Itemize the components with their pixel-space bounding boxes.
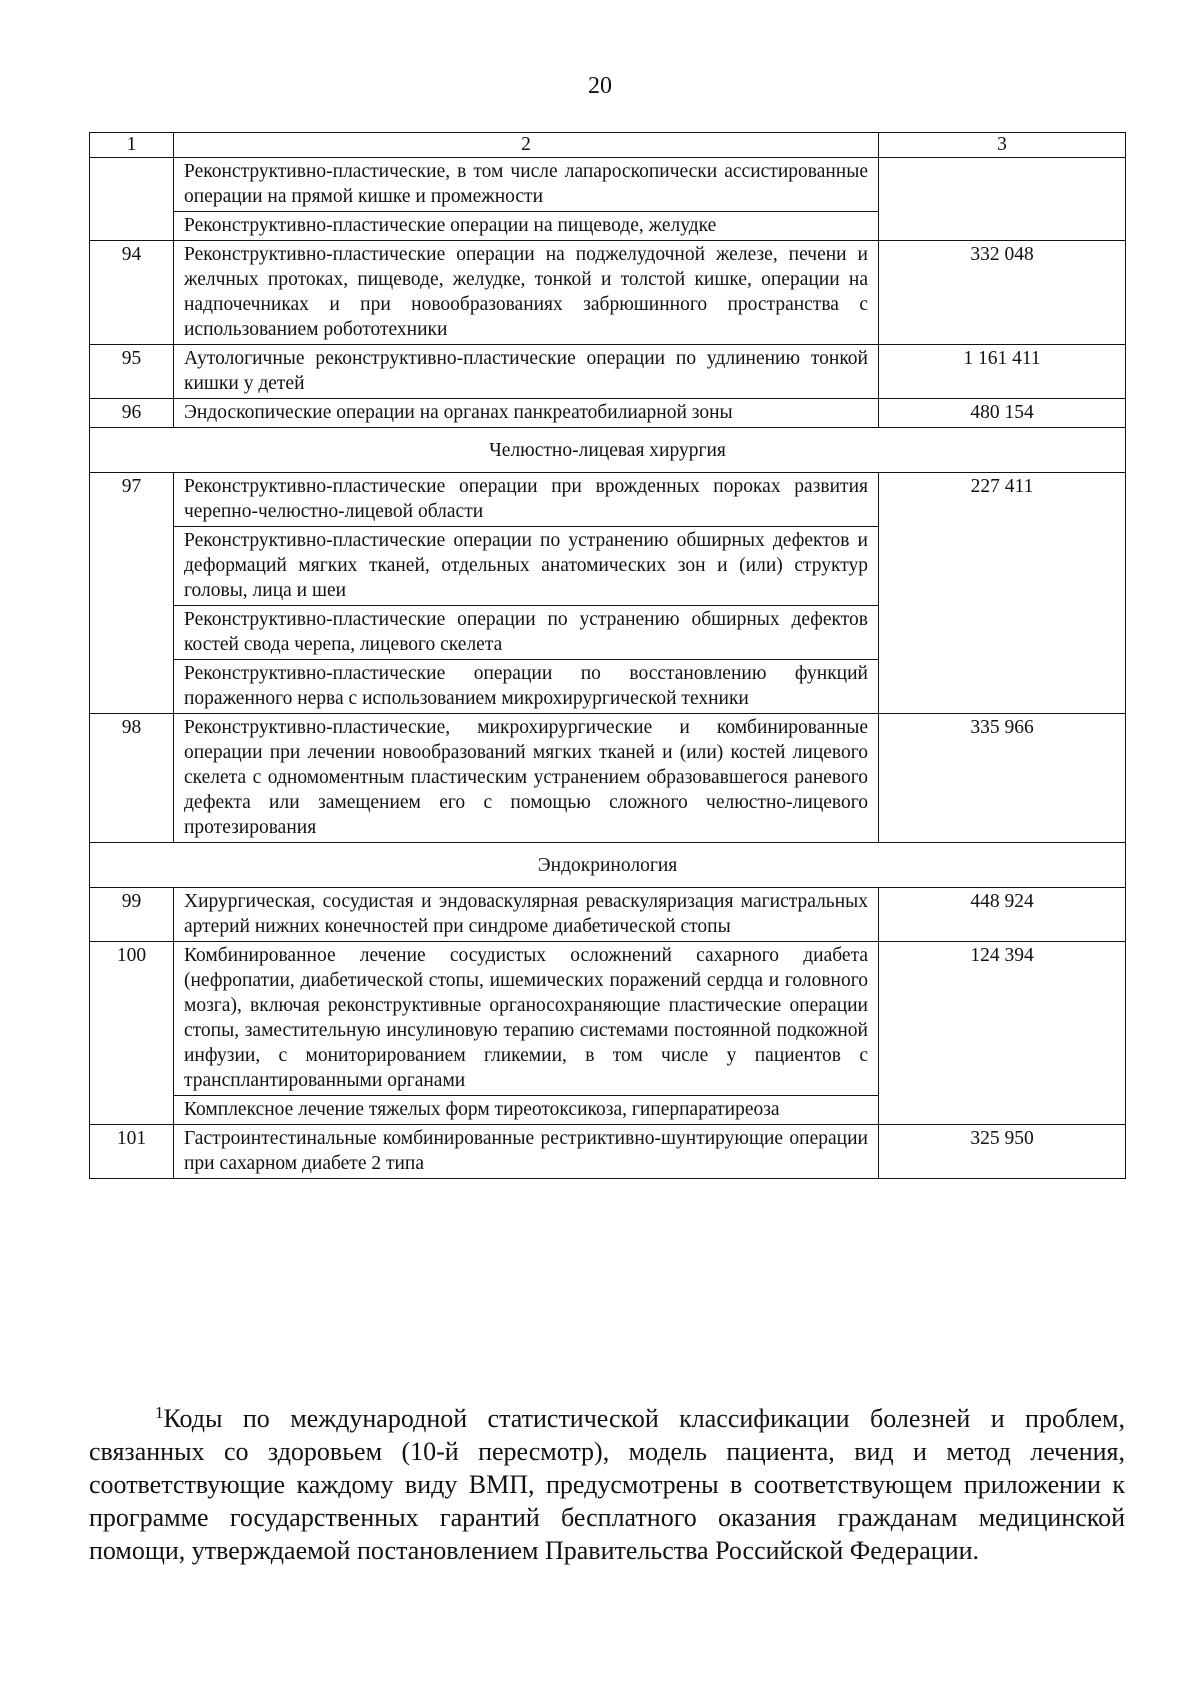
row-cost: 124 394 <box>879 942 1126 1125</box>
row-number: 96 <box>90 399 174 428</box>
row-description: Реконструктивно-пластические операции по восстановлению функций пораженного нерва с использованием микрохирургической техники <box>174 660 879 714</box>
row-description: Реконструктивно-пластические, микрохирургические и комбинированные операции при лечении новообразований мягких тканей и (или) костей лицевого скелета с одномоментным пластическим устранением образовавшегося раневого дефекта или замещением его с помощью сложного челюстно-лицевого протезирования <box>174 714 879 843</box>
table-row <box>90 345 1126 399</box>
vmp-cost-table <box>89 132 1126 1179</box>
row-cost: 480 154 <box>879 399 1126 428</box>
row-cost: 325 950 <box>879 1125 1126 1179</box>
row-number: 99 <box>90 888 174 942</box>
table-row <box>90 399 1126 428</box>
table-row <box>90 158 1126 212</box>
row-description: Реконструктивно-пластические операции по устранению обширных дефектов и деформаций мягких тканей, отдельных анатомических зон и (или) структур головы, лица и шеи <box>174 527 879 606</box>
row-cost: 227 411 <box>879 473 1126 714</box>
row-number: 98 <box>90 714 174 843</box>
table-row <box>90 888 1126 942</box>
section-title-maxillofacial: Челюстно-лицевая хирургия <box>90 428 1126 473</box>
row-cost <box>879 158 1126 241</box>
header-col-1: 1 <box>90 133 174 158</box>
row-number: 101 <box>90 1125 174 1179</box>
table-row <box>90 714 1126 843</box>
row-description: Комплексное лечение тяжелых форм тиреотоксикоза, гиперпаратиреоза <box>174 1096 879 1125</box>
row-description: Комбинированное лечение сосудистых осложнений сахарного диабета (нефропатии, диабетической стопы, ишемических поражений сердца и головного мозга), включая реконструктивные органосохраняющие пластические операции стопы, заместительную инсулиновую терапию системами постоянной подкожной инфузии, с мониторированием гликемии, в том числе у пациентов с трансплантированными органами <box>174 942 879 1096</box>
row-number: 100 <box>90 942 174 1125</box>
row-number: 94 <box>90 241 174 345</box>
row-cost: 448 924 <box>879 888 1126 942</box>
row-description: Гастроинтестинальные комбинированные рестриктивно-шунтирующие операции при сахарном диабете 2 типа <box>174 1125 879 1179</box>
page-number: 20 <box>588 73 612 99</box>
row-cost: 1 161 411 <box>879 345 1126 399</box>
row-description: Реконструктивно-пластические операции при врожденных пороках развития черепно-челюстно-лицевой области <box>174 473 879 527</box>
header-col-3: 3 <box>879 133 1126 158</box>
row-description: Эндоскопические операции на органах панкреатобилиарной зоны <box>174 399 879 428</box>
row-description: Хирургическая, сосудистая и эндоваскулярная реваскуляризация магистральных артерий нижних конечностей при синдроме диабетической стопы <box>174 888 879 942</box>
row-description: Реконструктивно-пластические операции на поджелудочной железе, печени и желчных протоках, пищеводе, желудке, тонкой и толстой кишке, операции на надпочечниках и при новообразованиях забрюшинного пространства с использованием робототехники <box>174 241 879 345</box>
footnote-marker: 1 <box>155 1403 164 1422</box>
section-title-endocrinology: Эндокринология <box>90 843 1126 888</box>
table-row <box>90 241 1126 345</box>
row-cost: 332 048 <box>879 241 1126 345</box>
row-description: Реконструктивно-пластические, в том числе лапароскопически ассистированные операции на прямой кишке и промежности <box>174 158 879 212</box>
table-row <box>90 1125 1126 1179</box>
row-number: 97 <box>90 473 174 714</box>
section-row <box>90 843 1126 888</box>
footnote-text: Коды по международной статистической классификации болезней и проблем, связанных со здоровьем (10-й пересмотр), модель пациента, вид и метод лечения, соответствующие каждому виду ВМП, предусмотрены в соответствующем приложении к программе государственных гарантий бесплатного оказания гражданам медицинской помощи, утверждаемой постановлением Правительства Российской Федерации. <box>89 1404 1125 1565</box>
row-cost: 335 966 <box>879 714 1126 843</box>
header-col-2: 2 <box>174 133 879 158</box>
section-row <box>90 428 1126 473</box>
footnote <box>89 1402 1125 1567</box>
row-description: Аутологичные реконструктивно-пластические операции по удлинению тонкой кишки у детей <box>174 345 879 399</box>
table-row <box>90 473 1126 527</box>
row-number: 95 <box>90 345 174 399</box>
row-number <box>90 158 174 241</box>
table-header-row <box>90 133 1126 158</box>
row-description: Реконструктивно-пластические операции по устранению обширных дефектов костей свода черепа, лицевого скелета <box>174 606 879 660</box>
table-row <box>90 942 1126 1096</box>
row-description: Реконструктивно-пластические операции на пищеводе, желудке <box>174 212 879 241</box>
